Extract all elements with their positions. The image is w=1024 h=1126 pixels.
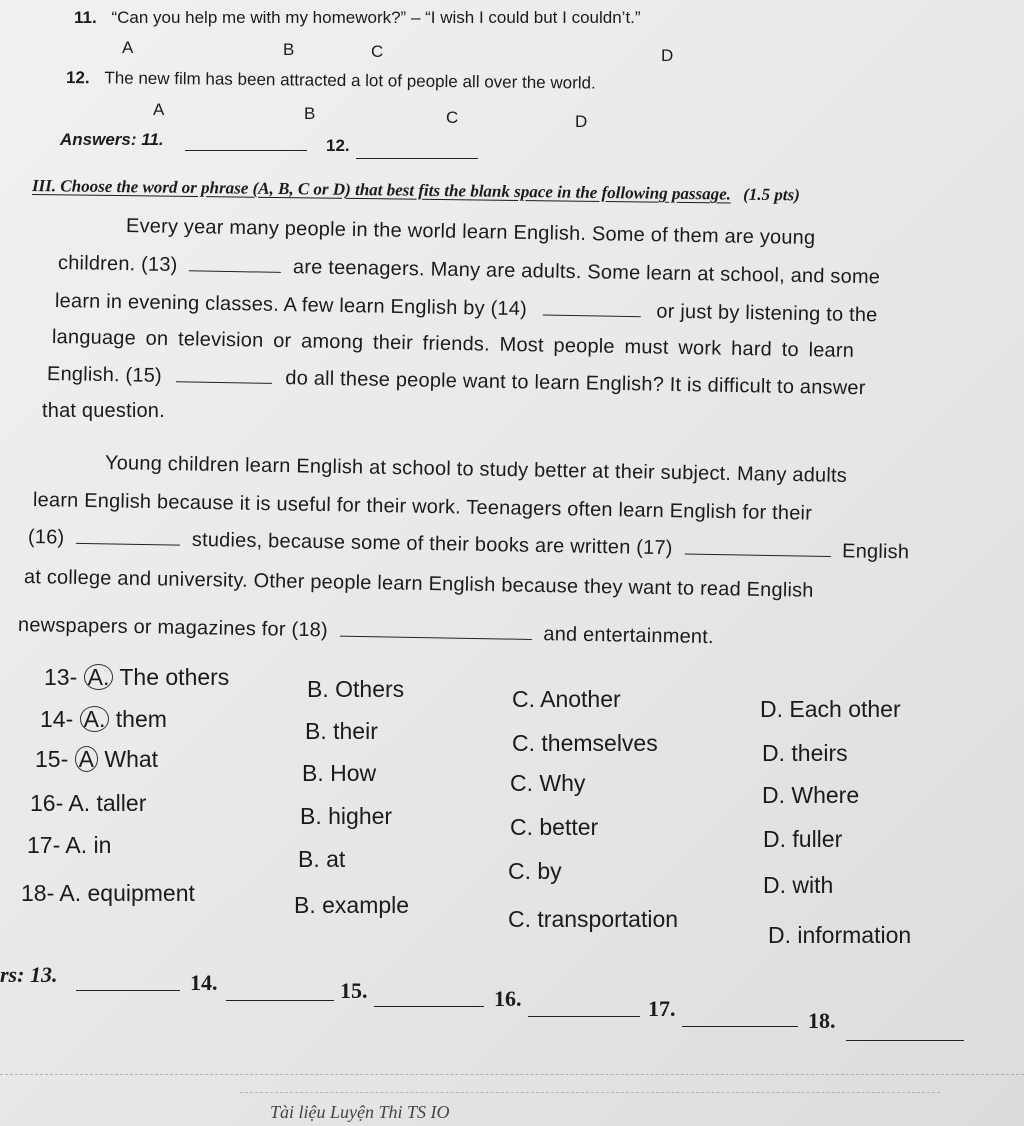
para1-l2-start: children. (13)	[57, 252, 178, 277]
question-12	[66, 68, 596, 94]
para2-l3-end: English	[841, 540, 910, 564]
option-17-d[interactable]: D. with	[763, 872, 834, 898]
option-15-d[interactable]: D. Where	[762, 782, 860, 808]
question-12-number: 12.	[65, 68, 90, 88]
option-18-a-text: equipment	[87, 880, 195, 906]
para2-line4: at college and university. Other people learn English because they want to read English	[23, 566, 814, 602]
answers-label-17: 17.	[648, 996, 676, 1021]
option-16-number: 16-	[30, 790, 64, 816]
answer-blank-13[interactable]	[76, 990, 180, 991]
answers-label: Answers: 11.	[60, 130, 164, 149]
option-13-a[interactable]	[44, 664, 229, 691]
option-13-d[interactable]: D. Each other	[760, 696, 901, 722]
footer-text: Tài liệu Luyện Thi TS IO	[270, 1102, 450, 1122]
para1-line4: language on television or among their friends. Most people must work hard to learn	[51, 326, 855, 362]
option-16-c[interactable]: C. better	[510, 814, 599, 840]
question-11	[74, 8, 641, 28]
answers-label-18: 18.	[808, 1008, 836, 1033]
option-13-a-circle: A.	[84, 664, 114, 690]
option-14-d[interactable]: D. theirs	[762, 740, 848, 766]
option-13-c[interactable]: C. Another	[512, 686, 621, 712]
para2-line1: Young children learn English at school to study better at their subject. Many adults	[104, 452, 848, 487]
option-16-a[interactable]	[30, 790, 146, 817]
blank-14[interactable]	[543, 314, 641, 318]
q11-letter-d: D	[661, 46, 674, 65]
answers-prefix: rs: 13.	[0, 962, 58, 987]
section-heading	[32, 176, 800, 205]
option-17-a[interactable]	[27, 832, 111, 859]
answer-blank-12[interactable]	[356, 158, 478, 159]
para1-l5-start: English. (15)	[46, 363, 163, 388]
option-15-a[interactable]	[35, 746, 158, 773]
para1-l3-end: or just by listening to the	[656, 300, 878, 327]
option-17-c[interactable]: C. by	[508, 858, 562, 884]
para2-line5	[18, 614, 714, 649]
q11-letter-c: C	[371, 42, 384, 61]
para1-l3-start: learn in evening classes. A few learn English by (14)	[54, 290, 528, 321]
q12-letter-a: A	[153, 100, 165, 119]
option-14-a[interactable]	[40, 706, 167, 733]
option-14-number: 14-	[40, 706, 74, 732]
para1-line3	[55, 290, 878, 327]
option-18-d[interactable]: D. information	[768, 922, 912, 948]
para1-line5	[47, 363, 866, 400]
para2-line3	[28, 526, 910, 564]
option-18-a-letter: A.	[59, 880, 82, 906]
option-18-b[interactable]: B. example	[294, 892, 410, 918]
para1-line6: that question.	[42, 400, 165, 422]
answers-label-12: 12.	[326, 136, 350, 155]
para2-l5-end: and entertainment.	[543, 623, 714, 649]
answer-blank-15[interactable]	[374, 1006, 484, 1007]
answer-blank-14[interactable]	[226, 1000, 334, 1001]
para2-line2: learn English because it is useful for their work. Teenagers often learn English for their	[32, 489, 813, 525]
q11-letter-b: B	[283, 40, 295, 59]
blank-16[interactable]	[76, 542, 180, 546]
para1-l2-end: are teenagers. Many are adults. Some learn at school, and some	[292, 256, 881, 289]
option-13-a-text: The others	[119, 664, 230, 690]
option-15-a-circle: A	[75, 746, 98, 772]
option-15-a-text: What	[104, 746, 159, 772]
option-16-a-text: taller	[96, 790, 147, 816]
section-instruction: III. Choose the word or phrase (A, B, C or D) that best fits the blank space in the following passage.	[31, 176, 732, 204]
blank-13[interactable]	[189, 269, 281, 273]
answers-label-15: 15.	[340, 978, 368, 1003]
question-11-number: 11.	[74, 8, 97, 27]
q12-letter-c: C	[446, 108, 459, 127]
q12-letter-b: B	[304, 104, 316, 123]
section-points: (1.5 pts)	[743, 184, 800, 205]
option-14-c[interactable]: C. themselves	[512, 730, 658, 756]
option-13-number: 13-	[44, 664, 78, 690]
option-17-number: 17-	[27, 832, 61, 858]
option-15-c[interactable]: C. Why	[510, 770, 586, 796]
answer-blank-18[interactable]	[846, 1040, 964, 1041]
para1-line1: Every year many people in the world learn English. Some of them are young	[125, 215, 816, 250]
para2-l5-start: newspapers or magazines for (18)	[17, 614, 329, 642]
answer-blank-16[interactable]	[528, 1016, 640, 1017]
option-16-a-letter: A.	[68, 790, 91, 816]
option-16-b[interactable]: B. higher	[300, 803, 393, 829]
footer-divider-2	[240, 1092, 940, 1093]
answer-blank-17[interactable]	[682, 1026, 798, 1027]
blank-17[interactable]	[684, 552, 830, 557]
q12-letter-d: D	[575, 112, 588, 131]
option-15-number: 15-	[35, 746, 69, 772]
para2-l3-mid: studies, because some of their books are written (17)	[191, 528, 673, 560]
option-13-b[interactable]: B. Others	[307, 676, 405, 702]
option-17-a-text: in	[93, 832, 112, 858]
footer-divider	[0, 1074, 1024, 1075]
q11-letter-a: A	[122, 38, 134, 57]
para1-line2	[58, 252, 881, 289]
option-17-b[interactable]: B. at	[298, 846, 346, 872]
para1-l5-end: do all these people want to learn English? It is difficult to answer	[285, 367, 866, 400]
answer-blank-11[interactable]	[185, 150, 307, 151]
option-18-c[interactable]: C. transportation	[508, 906, 679, 932]
option-18-a[interactable]	[21, 880, 195, 907]
option-14-b[interactable]: B. their	[305, 718, 378, 744]
answers-label-16: 16.	[494, 986, 522, 1011]
question-12-text: The new film has been attracted a lot of people all over the world.	[104, 68, 596, 93]
option-14-a-circle: A.	[80, 706, 110, 732]
blank-18[interactable]	[340, 635, 532, 640]
option-17-a-letter: A.	[65, 832, 88, 858]
option-14-a-text: them	[115, 706, 167, 732]
question-11-text: “Can you help me with my homework?” – “I wish I could but I couldn’t.”	[111, 8, 641, 27]
option-15-b[interactable]: B. How	[302, 760, 377, 786]
option-18-number: 18-	[21, 880, 55, 906]
blank-15[interactable]	[176, 380, 272, 384]
option-16-d[interactable]: D. fuller	[763, 826, 843, 852]
answers-label-14: 14.	[190, 970, 218, 995]
para2-l3-start: (16)	[27, 526, 65, 549]
